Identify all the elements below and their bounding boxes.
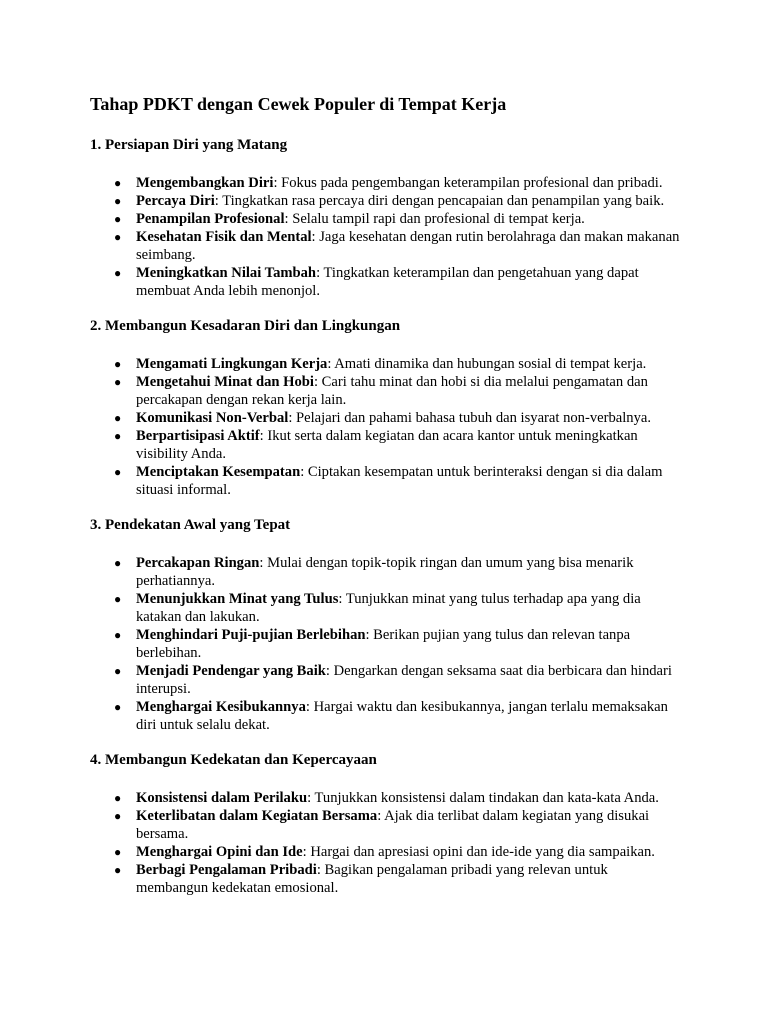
item-term: Menunjukkan Minat yang Tulus — [136, 591, 339, 607]
bullet-icon: ● — [114, 592, 122, 606]
item-description: : Hargai dan apresiasi opini dan ide-ide yang dia sampaikan. — [302, 844, 655, 860]
bullet-list — [90, 789, 708, 897]
section-heading: 3. Pendekatan Awal yang Tepat — [90, 517, 291, 533]
list-item — [90, 662, 681, 698]
list-item — [90, 427, 681, 463]
bullet-icon: ● — [114, 176, 122, 190]
item-term: Menghargai Opini dan Ide — [136, 844, 303, 860]
list-item — [90, 210, 681, 228]
bullet-icon: ● — [114, 230, 122, 244]
item-description: : Tingkatkan rasa percaya diri dengan pencapaian dan penampilan yang baik. — [214, 193, 665, 209]
item-term: Mengetahui Minat dan Hobi — [136, 374, 314, 390]
document-title: Tahap PDKT dengan Cewek Populer di Tempat Kerja — [90, 94, 507, 114]
item-term: Berbagi Pengalaman Pribadi — [136, 862, 317, 878]
bullet-icon: ● — [114, 375, 122, 389]
bullet-icon: ● — [114, 357, 122, 371]
item-description: : Selalu tampil rapi dan profesional di tempat kerja. — [284, 211, 585, 227]
item-term: Menghargai Kesibukannya — [136, 699, 306, 715]
bullet-list — [90, 174, 708, 300]
bullet-icon: ● — [114, 194, 122, 208]
item-term: Kesehatan Fisik dan Mental — [136, 229, 312, 245]
list-item — [90, 192, 681, 210]
bullet-icon: ● — [114, 465, 122, 479]
item-description: : Ajak dia terlibat dalam kegiatan yang disukai bersama. — [136, 808, 650, 842]
list-item — [90, 409, 681, 427]
item-term: Berpartisipasi Aktif — [136, 428, 260, 444]
item-term: Percakapan Ringan — [136, 555, 260, 571]
item-description: : Tunjukkan minat yang tulus terhadap apa yang dia katakan dan lakukan. — [136, 591, 641, 625]
list-item — [90, 174, 681, 192]
item-term: Mengamati Lingkungan Kerja — [136, 356, 328, 372]
list-item — [90, 843, 681, 861]
item-term: Keterlibatan dalam Kegiatan Bersama — [136, 808, 378, 824]
section-1 — [90, 136, 708, 300]
list-item — [90, 355, 681, 373]
item-description: : Jaga kesehatan dengan rutin berolahraga dan makan makanan seimbang. — [136, 229, 680, 263]
list-item — [90, 626, 681, 662]
bullet-icon: ● — [114, 664, 122, 678]
item-term: Mengembangkan Diri — [136, 175, 274, 191]
item-description: : Pelajari dan pahami bahasa tubuh dan isyarat non-verbalnya. — [288, 410, 652, 426]
list-item — [90, 590, 681, 626]
section-2 — [90, 317, 708, 499]
section-heading: 1. Persiapan Diri yang Matang — [90, 137, 288, 153]
item-term: Meningkatkan Nilai Tambah — [136, 265, 317, 281]
item-description: : Mulai dengan topik-topik ringan dan umum yang bisa menarik perhatiannya. — [136, 555, 634, 589]
bullet-icon: ● — [114, 700, 122, 714]
item-term: Menghindari Puji-pujian Berlebihan — [136, 627, 366, 643]
bullet-icon: ● — [114, 791, 122, 805]
list-item — [90, 698, 681, 734]
section-heading: 2. Membangun Kesadaran Diri dan Lingkungan — [90, 318, 401, 334]
bullet-icon: ● — [114, 411, 122, 425]
item-description: : Tunjukkan konsistensi dalam tindakan dan kata-kata Anda. — [307, 790, 659, 806]
item-description: : Hargai waktu dan kesibukannya, jangan terlalu memaksakan diri untuk selalu dekat. — [136, 699, 668, 733]
item-term: Menjadi Pendengar yang Baik — [136, 663, 326, 679]
item-description: : Tingkatkan keterampilan dan pengetahuan yang dapat membuat Anda lebih menonjol. — [136, 265, 639, 299]
section-4 — [90, 751, 708, 897]
item-description: : Amati dinamika dan hubungan sosial di tempat kerja. — [327, 356, 647, 372]
item-term: Komunikasi Non-Verbal — [136, 410, 289, 426]
item-description: : Berikan pujian yang tulus dan relevan tanpa berlebihan. — [136, 627, 631, 661]
bullet-icon: ● — [114, 628, 122, 642]
item-description: : Bagikan pengalaman pribadi yang relevan untuk membangun kedekatan emosional. — [136, 862, 608, 896]
bullet-icon: ● — [114, 556, 122, 570]
bullet-icon: ● — [114, 809, 122, 823]
list-item — [90, 789, 681, 807]
item-term: Konsistensi dalam Perilaku — [136, 790, 308, 806]
list-item — [90, 228, 681, 264]
bullet-icon: ● — [114, 863, 122, 877]
list-item — [90, 463, 681, 499]
item-description: : Cari tahu minat dan hobi si dia melalui pengamatan dan percakapan dengan rekan kerja lain. — [136, 374, 648, 408]
item-description: : Ikut serta dalam kegiatan dan acara kantor untuk meningkatkan visibility Anda. — [136, 428, 638, 462]
bullet-icon: ● — [114, 212, 122, 226]
item-description: : Fokus pada pengembangan keterampilan profesional dan pribadi. — [273, 175, 663, 191]
bullet-icon: ● — [114, 845, 122, 859]
list-item — [90, 807, 681, 843]
bullet-list — [90, 554, 708, 734]
list-item — [90, 554, 681, 590]
item-term: Percaya Diri — [136, 193, 215, 209]
item-description: : Dengarkan dengan seksama saat dia berbicara dan hindari interupsi. — [136, 663, 672, 697]
list-item — [90, 861, 681, 897]
list-item — [90, 264, 681, 300]
item-term: Menciptakan Kesempatan — [136, 464, 301, 480]
bullet-icon: ● — [114, 266, 122, 280]
bullet-list — [90, 355, 708, 499]
item-term: Penampilan Profesional — [136, 211, 285, 227]
section-heading: 4. Membangun Kedekatan dan Kepercayaan — [90, 752, 377, 768]
list-item — [90, 373, 681, 409]
bullet-icon: ● — [114, 429, 122, 443]
item-description: : Ciptakan kesempatan untuk berinteraksi dengan si dia dalam situasi informal. — [136, 464, 663, 498]
section-3 — [90, 516, 708, 734]
